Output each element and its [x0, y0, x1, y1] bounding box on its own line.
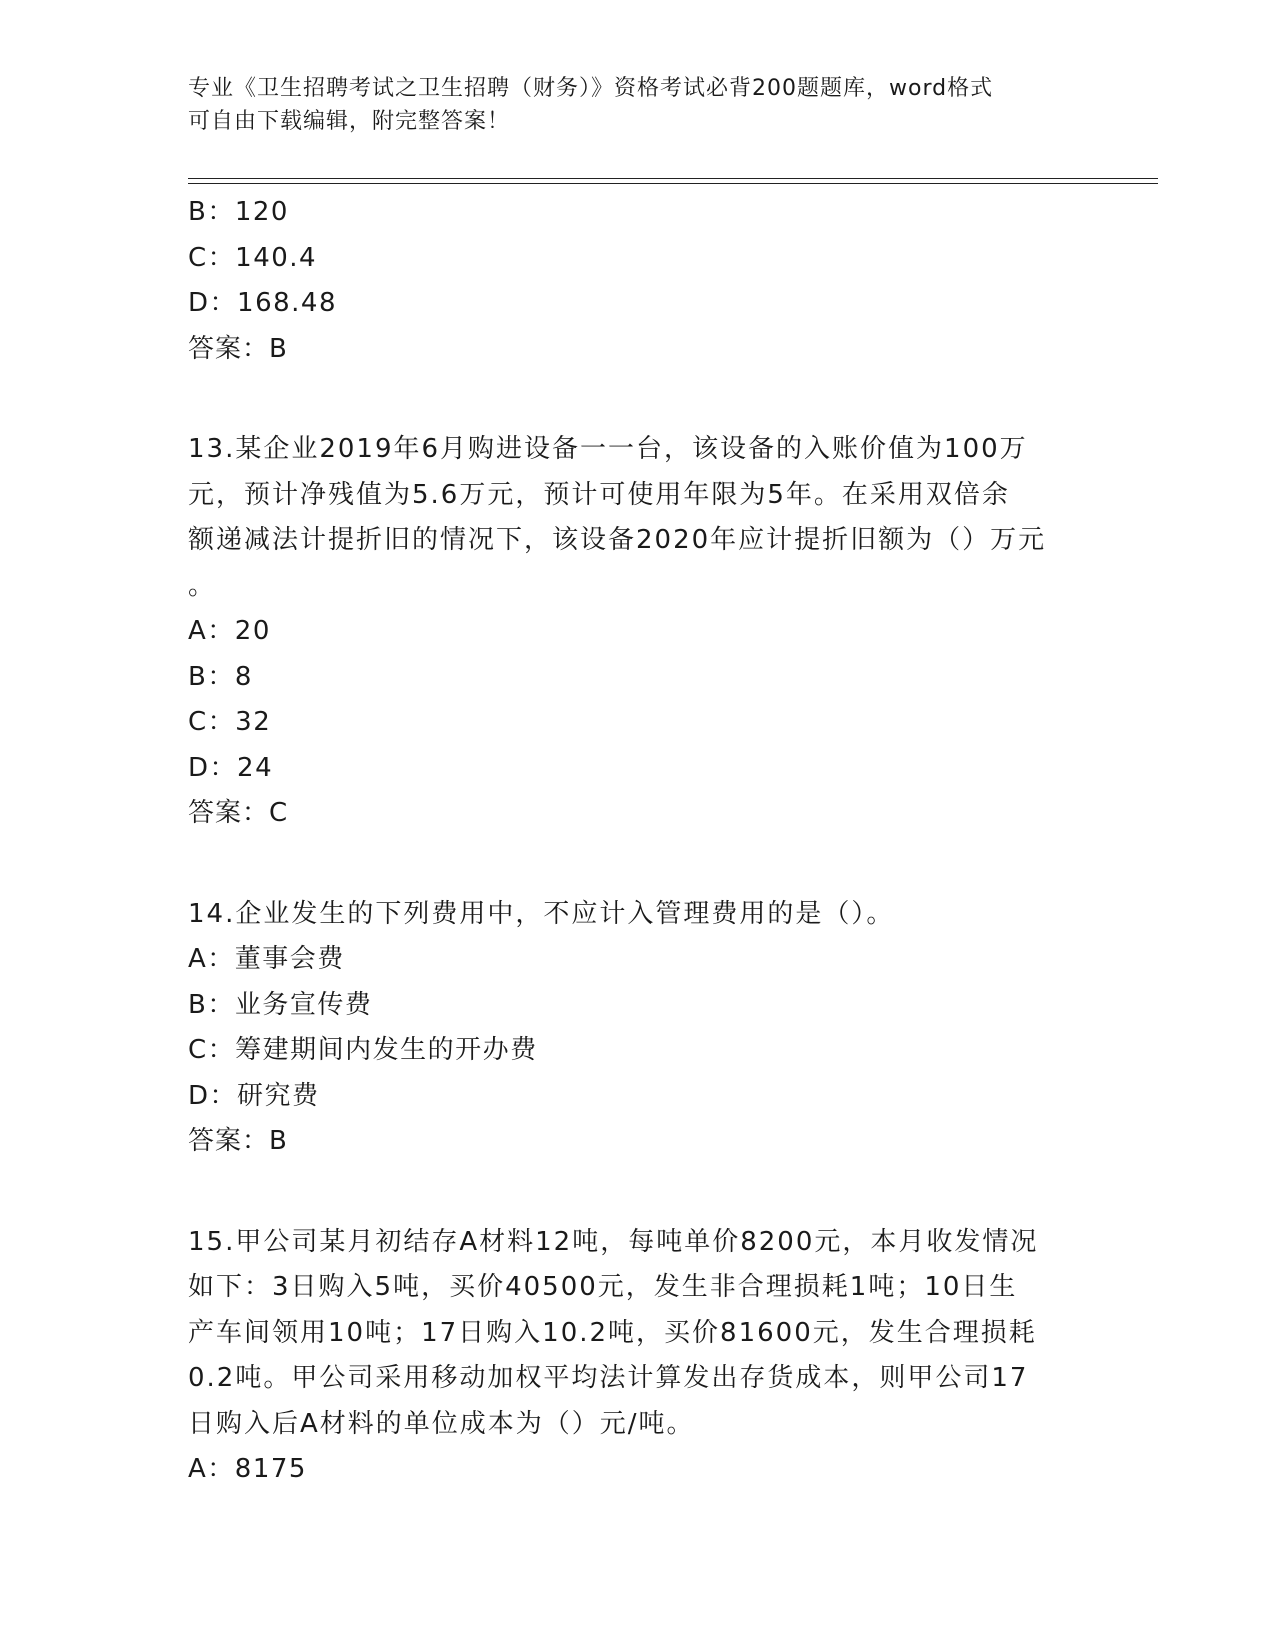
- answer: 答案：B: [188, 333, 288, 364]
- question-14: [188, 892, 1088, 1165]
- question-content: [188, 190, 1088, 1493]
- header-line-2: 可自由下载编辑，附完整答案！: [188, 109, 511, 134]
- question-text-line: 。: [188, 570, 217, 601]
- option-b: B：8: [188, 661, 253, 692]
- option-a: A：20: [188, 616, 271, 646]
- question-text-line: 13.某企业2019年6月购进设备一一台，该设备的入账价值为100万: [188, 434, 1028, 464]
- question-text-line: 元，预计净残值为5.6万元，预计可使用年限为5年。在采用双倍余: [188, 479, 1010, 510]
- option-d: D：研究费: [188, 1080, 320, 1111]
- option-b: B：业务宣传费: [188, 989, 373, 1020]
- option-c: C：筹建期间内发生的开办费: [188, 1035, 538, 1065]
- question-text-line: 额递减法计提折旧的情况下，该设备2020年应计提折旧额为（）万元: [188, 525, 1047, 555]
- option-b: B：120: [188, 197, 289, 227]
- option-d: D：24: [188, 752, 274, 783]
- question-13: [188, 427, 1088, 837]
- answer: 答案：B: [188, 1126, 288, 1156]
- question-text-line: 日购入后A材料的单位成本为（）元/吨。: [188, 1408, 695, 1439]
- option-c: C：32: [188, 707, 272, 737]
- option-c: C：140.4: [188, 242, 318, 273]
- question-text-line: 15.甲公司某月初结存A材料12吨，每吨单价8200元，本月收发情况: [188, 1226, 1039, 1257]
- header-divider-top: [188, 178, 1158, 179]
- question-text-line: 产车间领用10吨；17日购入10.2吨，买价81600元，发生合理损耗: [188, 1317, 1037, 1348]
- question-15: [188, 1220, 1088, 1493]
- option-a: A：董事会费: [188, 944, 345, 974]
- header-line-1: 专业《卫生招聘考试之卫生招聘（财务）》资格考试必背200题题库，word格式: [188, 76, 994, 101]
- option-a: A：8175: [188, 1454, 307, 1484]
- question-text-line: 14.企业发生的下列费用中，不应计入管理费用的是（）。: [188, 898, 895, 929]
- question-text-line: 0.2吨。甲公司采用移动加权平均法计算发出存货成本，则甲公司17: [188, 1363, 1029, 1393]
- option-d: D：168.48: [188, 288, 337, 318]
- question-text-line: 如下：3日购入5吨，买价40500元，发生非合理损耗1吨；10日生: [188, 1272, 1018, 1302]
- header-divider-bottom: [188, 183, 1158, 184]
- answer: 答案：C: [188, 798, 289, 828]
- page-header: [188, 72, 1088, 138]
- question-12-tail: [188, 190, 1088, 372]
